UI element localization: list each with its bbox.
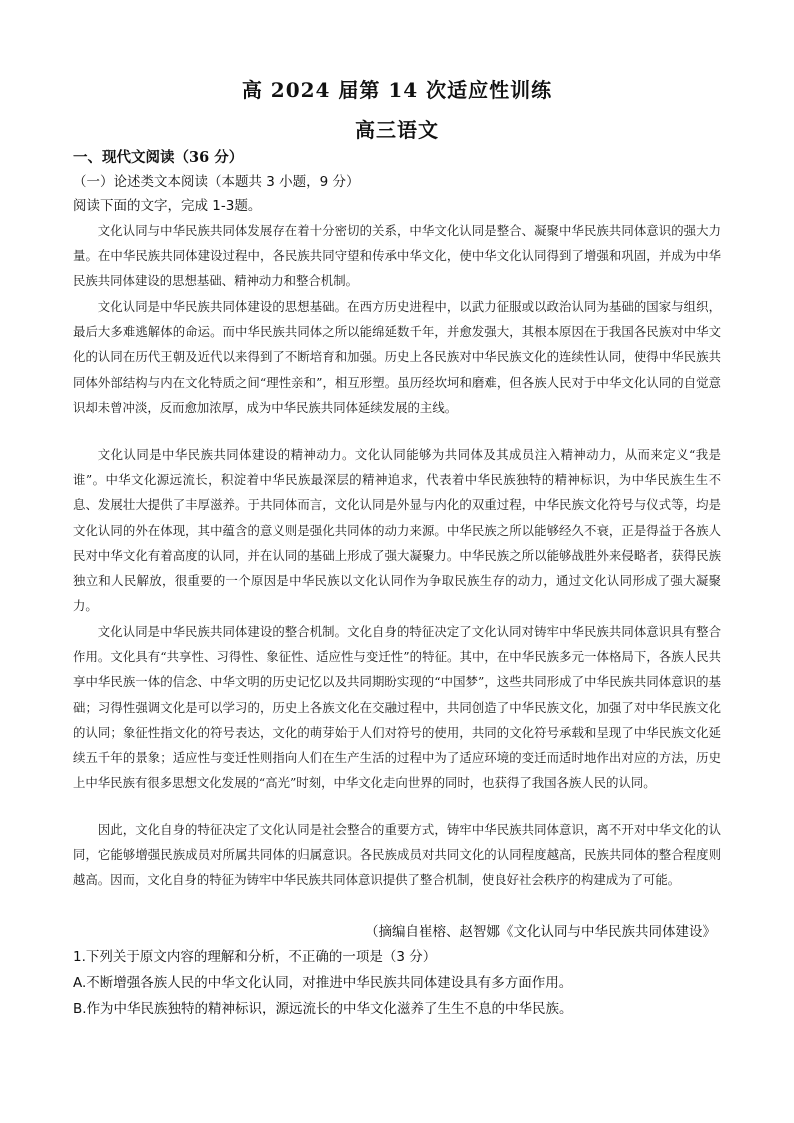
reading-instruction: 阅读下面的文字，完成 1-3题。 — [73, 198, 262, 214]
exam-title: 高 2024 届第 14 次适应性训练 — [241, 78, 553, 102]
article-paragraph-5: 因此，文化自身的特征决定了文化认同是社会整合的重要方式，铸牢中华民族共同体意识，离不开对中华文化的认同，它能够增强民族成员对所属共同体的归属意识。各民族成员对共同文化的认同程度越高，民族共同体的整合程度则越高。因而，文化自身的特征为铸牢中华民族共同体意识提供了整合机制，使良好社会秩序的构建成为了可能。 — [73, 822, 721, 888]
subsection-heading: （一）论述类文本阅读（本题共 3 小题，9 分） — [73, 174, 360, 190]
article-paragraph-3: 文化认同是中华民族共同体建设的精神动力。文化认同能够为共同体及其成员注入精神动力，从而来定义“我是谁”。中华文化源远流长，积淀着中华民族最深层的精神追求，代表着中华民族独特的精神标识，为中华民族生生不息、发展壮大提供了丰厚滋养。于共同体而言，文化认同是外显与内化的双重过程，中华民族文化符号与仪式等，均是文化认同的外在体现，其中蕴含的意义则是强化共同体的动力来源。中华民族之所以能够经久不衰，正是得益于各族人民对中华文化有着高度的认同，并在认同的基础上形成了强大凝聚力。中华民族之所以能够战胜外来侵略者，获得民族独立和人民解放，很重要的一个原因是中华民族以文化认同作为争取民族生存的动力，通过文化认同形成了强大凝聚力。 — [73, 447, 721, 614]
article-paragraph-1: 文化认同与中华民族共同体发展存在着十分密切的关系，中华文化认同是整合、凝聚中华民族共同体意识的强大力量。在中华民族共同体建设过程中，各民族共同守望和传承中华文化，使中华文化认同得到了增强和巩固，并成为中华民族共同体建设的思想基础、精神动力和整合机制。 — [73, 223, 721, 289]
article-source: （摘编自崔榕、赵智娜《文化认同与中华民族共同体建设》 — [365, 924, 716, 940]
section-heading: 一、现代文阅读（36 分） — [73, 149, 244, 166]
exam-subtitle: 高三语文 — [355, 118, 439, 142]
question-1-option-b: B.作为中华民族独特的精神标识，源远流长的中华文化滋养了生生不息的中华民族。 — [73, 1001, 573, 1017]
article-paragraph-4: 文化认同是中华民族共同体建设的整合机制。文化自身的特征决定了文化认同对铸牢中华民族共同体意识具有整合作用。文化具有“共享性、习得性、象征性、适应性与变迁性”的特征。其中，在中华民族多元一体格局下，各族人民共享中华民族一体的信念、中华文明的历史记忆以及共同期盼实现的“中国梦”，这些共同形成了中华民族共同体意识的基础；习得性强调文化是可以学习的，历史上各族文化在交融过程中，共同创造了中华民族文化，加强了对中华民族文化的认同；象征性指文化的符号表达，文化的萌芽始于人们对符号的使用，共同的文化符号承载和呈现了中华民族文化延续五千年的景象；适应性与变迁性则指向人们在生产生活的过程中为了适应环境的变迁而适时地作出对应的方法，历史上中华民族有很多思想文化发展的“高光”时刻，中华文化走向世界的同时，也获得了我国各族人民的认同。 — [73, 624, 721, 791]
article-paragraph-2: 文化认同是中华民族共同体建设的思想基础。在西方历史进程中，以武力征服或以政治认同为基础的国家与组织，最后大多难逃解体的命运。而中华民族共同体之所以能绵延数千年，并愈发强大，其根本原因在于我国各民族对中华文化的认同在历代王朝及近代以来得到了不断培育和加强。历史上各民族对中华民族文化的连续性认同，使得中华民族共同体外部结构与内在文化特质之间“理性亲和”，相互形塑。虽历经坎坷和磨难，但各族人民对于中华文化认同的自觉意识却未曾冲淡，反而愈加浓厚，成为中华民族共同体延续发展的主线。 — [73, 299, 721, 415]
question-1-stem: 1.下列关于原文内容的理解和分析，不正确的一项是（3 分） — [73, 949, 437, 965]
question-1-option-a: A.不断增强各族人民的中华文化认同，对推进中华民族共同体建设具有多方面作用。 — [73, 975, 573, 991]
